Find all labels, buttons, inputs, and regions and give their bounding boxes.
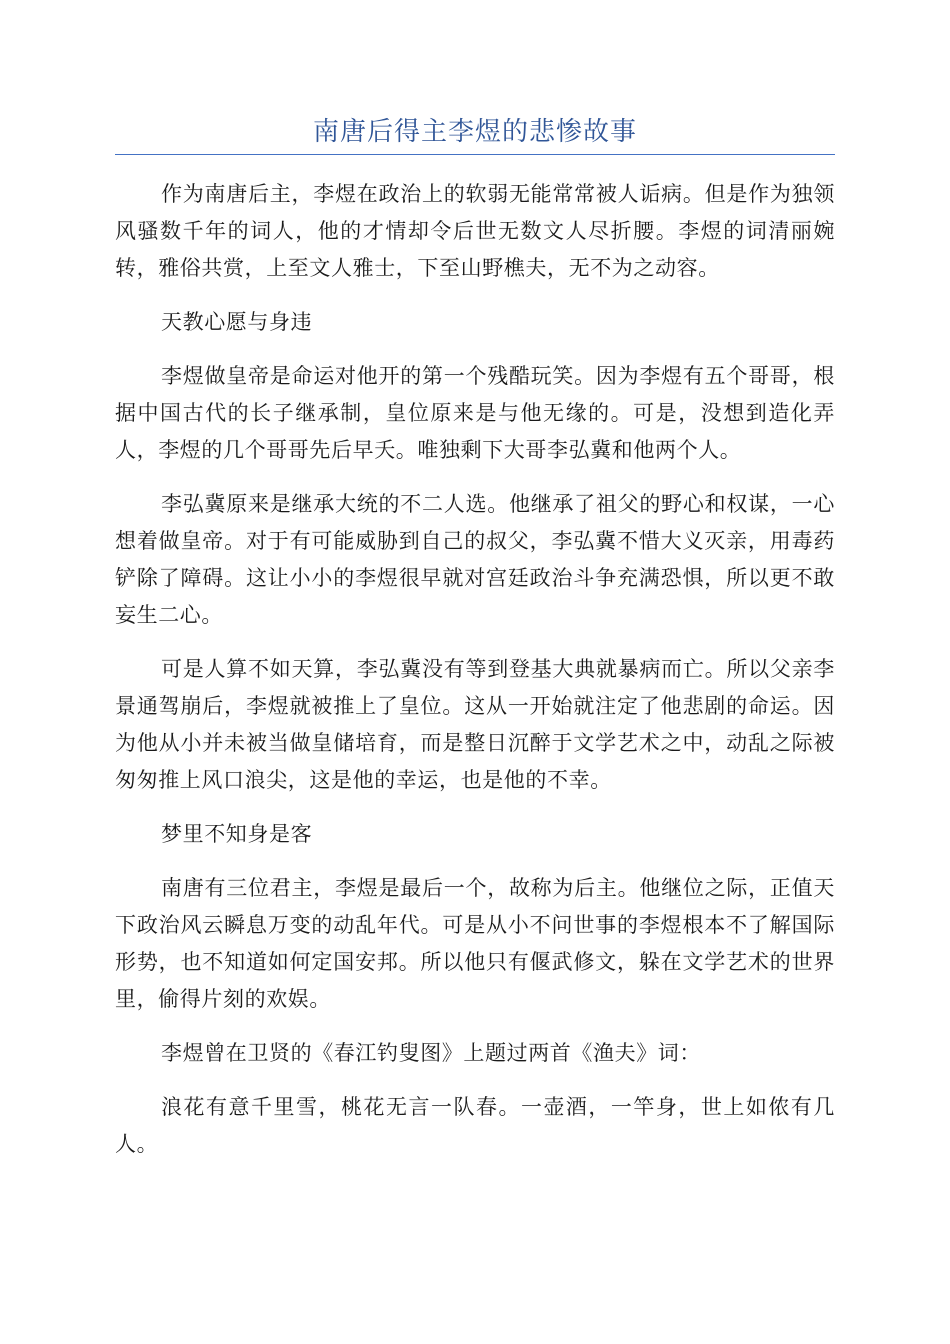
document-body — [115, 176, 835, 1180]
body-paragraph: 李煜曾在卫贤的《春江钓叟图》上题过两首《渔夫》词： — [161, 1041, 701, 1065]
title-underline — [115, 154, 835, 155]
intro-paragraph: 作为南唐后主，李煜在政治上的软弱无能常常被人诟病。但是作为独领风骚数千年的词人，他的才情却令后世无数文人尽折腰。李煜的词清丽婉转，雅俗共赏，上至文人雅士，下至山野樵夫，无不为之动容。 — [115, 182, 835, 280]
body-paragraph: 南唐有三位君主，李煜是最后一个，故称为后主。他继位之际，正值天下政治风云瞬息万变的动乱年代。可是从小不问世事的李煜根本不了解国际形势，也不知道如何定国安邦。所以他只有偃武修文，躲在文学艺术的世界里，偷得片刻的欢娱。 — [115, 876, 835, 1011]
body-paragraph: 可是人算不如天算，李弘冀没有等到登基大典就暴病而亡。所以父亲李景通驾崩后，李煜就被推上了皇位。这从一开始就注定了他悲剧的命运。因为他从小并未被当做皇储培育，而是整日沉醉于文学艺术之中，动乱之际被匆匆推上风口浪尖，这是他的幸运，也是他的不幸。 — [115, 657, 835, 792]
poem-paragraph: 浪花有意千里雪，桃花无言一队春。一壶酒，一竿身，世上如侬有几人。 — [115, 1095, 835, 1156]
body-paragraph: 李煜做皇帝是命运对他开的第一个残酷玩笑。因为李煜有五个哥哥，根据中国古代的长子继承制，皇位原来是与他无缘的。可是，没想到造化弄人，李煜的几个哥哥先后早夭。唯独剩下大哥李弘冀和他两个人。 — [115, 364, 835, 462]
body-paragraph: 李弘冀原来是继承大统的不二人选。他继承了祖父的野心和权谋，一心想着做皇帝。对于有可能威胁到自己的叔父，李弘冀不惜大义灭亲，用毒药铲除了障碍。这让小小的李煜很早就对宫廷政治斗争充满恐惧，所以更不敢妄生二心。 — [115, 492, 835, 627]
section-heading-1: 天教心愿与身违 — [161, 310, 313, 334]
document-title: 南唐后得主李煜的悲惨故事 — [312, 117, 637, 147]
section-heading-2: 梦里不知身是客 — [161, 822, 313, 846]
